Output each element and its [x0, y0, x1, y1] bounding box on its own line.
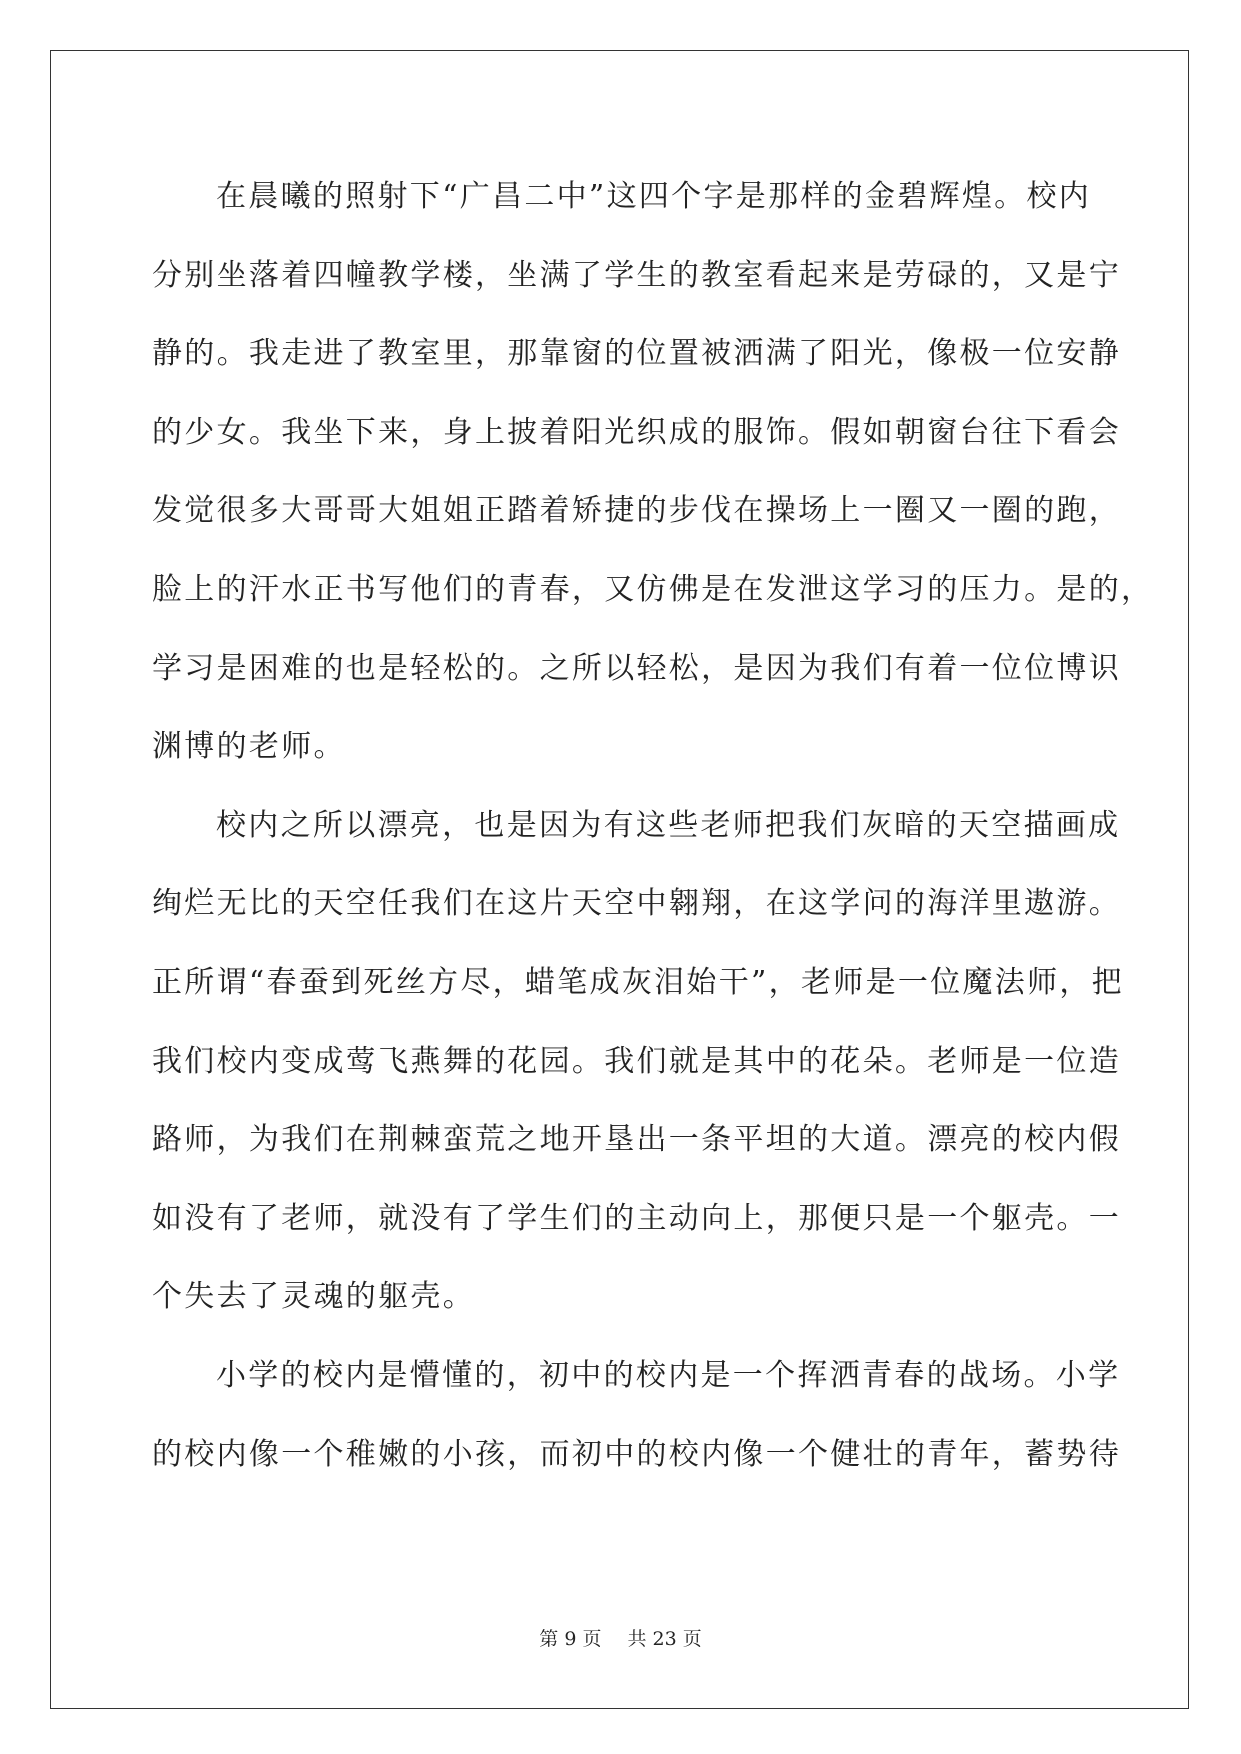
page-number: 第 9 页	[539, 1628, 602, 1650]
text-line: 静的。我走进了教室里，那靠窗的位置被洒满了阳光，像极一位安静	[152, 336, 1121, 372]
document-body	[152, 158, 1154, 1494]
page-total: 共 23 页	[627, 1628, 702, 1650]
text-line: 绚烂无比的天空任我们在这片天空中翱翔，在这学问的海洋里遨游。	[152, 886, 1121, 922]
text-line: 个失去了灵魂的躯壳。	[152, 1279, 475, 1315]
text-line: 校内之所以漂亮，也是因为有这些老师把我们灰暗的天空描画成	[216, 807, 1121, 843]
text-line: 学习是困难的也是轻松的。之所以轻松，是因为我们有着一位位博识	[152, 650, 1121, 686]
text-line: 小学的校内是懵懂的，初中的校内是一个挥洒青春的战场。小学	[216, 1357, 1121, 1393]
text-line: 渊博的老师。	[152, 729, 346, 765]
text-line: 发觉很多大哥哥大姐姐正踏着矫捷的步伐在操场上一圈又一圈的跑，	[152, 493, 1121, 529]
text-line: 正所谓“春蚕到死丝方尽，蜡笔成灰泪始干”，老师是一位魔法师，把	[152, 964, 1124, 1000]
text-line: 我们校内变成莺飞燕舞的花园。我们就是其中的花朵。老师是一位造	[152, 1043, 1121, 1079]
text-line: 在晨曦的照射下“广昌二中”这四个字是那样的金碧辉煌。校内	[216, 179, 1092, 214]
page-footer	[0, 1624, 1241, 1651]
text-line: 的校内像一个稚嫩的小孩，而初中的校内像一个健壮的青年，蓄势待	[152, 1436, 1121, 1472]
text-line: 路师，为我们在荆棘蛮荒之地开垦出一条平坦的大道。漂亮的校内假	[152, 1122, 1121, 1158]
text-line: 脸上的汗水正书写他们的青春，又仿佛是在发泄这学习的压力。是的，	[152, 571, 1154, 607]
text-line: 如没有了老师，就没有了学生们的主动向上，那便只是一个躯壳。一	[152, 1200, 1121, 1236]
text-line: 的少女。我坐下来，身上披着阳光织成的服饰。假如朝窗台往下看会	[152, 414, 1121, 450]
text-line: 分别坐落着四幢教学楼，坐满了学生的教室看起来是劳碌的，又是宁	[152, 257, 1121, 293]
